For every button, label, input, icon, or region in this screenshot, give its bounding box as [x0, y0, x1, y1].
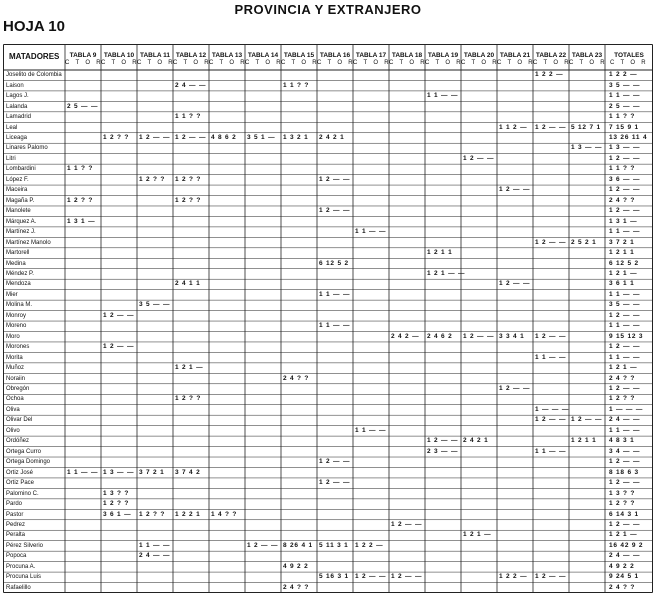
column-header: TABLA 19 — [427, 52, 459, 59]
matador-name: Joselito de Colombia — [6, 72, 62, 79]
column-header: TABLA 21 — [499, 52, 531, 59]
row-total: 2 4 ? ? — [609, 196, 636, 204]
table-cell: 1 2 — — — [535, 123, 567, 131]
matador-name: Obregón — [6, 386, 30, 393]
matador-name: Ochoa — [6, 396, 24, 403]
row-total: 3 5 — — — [609, 301, 641, 309]
table-cell: 1 2 ? ? — [103, 133, 130, 141]
matador-name: Lamadrid — [6, 114, 32, 121]
column-header: TABLA 12 — [175, 52, 207, 59]
column-header: TABLA 18 — [391, 52, 423, 59]
table-cell: 1 2 — — — [463, 154, 495, 162]
table-cell: 1 1 — — — [535, 353, 567, 361]
column-header: TABLA 15 — [283, 52, 315, 59]
column-header: TABLA 13 — [211, 52, 243, 59]
matador-name: Moreno — [6, 323, 27, 330]
row-total: 1 3 — — — [609, 144, 641, 152]
row-total: 1 2 1 — — [609, 531, 638, 539]
table-cell: 1 2 ? ? — [67, 196, 94, 204]
row-total: 1 2 1 — — [609, 364, 638, 372]
row-total: 2 4 — — — [609, 416, 641, 424]
table-cell: 1 2 — — — [535, 332, 567, 340]
column-subheader: C T O R — [281, 60, 319, 66]
row-total: 1 — — — — [609, 405, 644, 413]
row-total: 1 1 ? ? — [609, 113, 636, 121]
row-total: 1 2 1 1 — [609, 249, 635, 257]
matador-name: Medina — [6, 260, 26, 267]
matador-name: Ortega Curro — [6, 448, 42, 455]
matador-name: Oliva — [6, 406, 20, 413]
table-cell: 2 5 — — — [67, 102, 99, 110]
table-cell: 2 4 — — — [139, 552, 171, 560]
table-cell: 4 8 6 2 — [211, 133, 237, 141]
row-total: 3 5 — — — [609, 81, 641, 89]
table-cell: 1 2 — — — [535, 238, 567, 246]
table-cell: 1 2 ? ? — [139, 510, 166, 518]
matador-name: Procuna Luis — [6, 574, 42, 581]
column-subheader: C T O R — [497, 60, 535, 66]
row-total: 6 12 5 2 — [609, 259, 639, 267]
row-total: 1 2 — — — [609, 521, 641, 528]
matador-name: Palomino C. — [6, 490, 39, 497]
table-cell: 3 6 1 — — [103, 510, 132, 518]
row-total: 4 9 2 2 — [609, 562, 635, 570]
table-cell: 5 16 3 1 — [319, 573, 349, 581]
row-total: 2 4 ? ? — [609, 583, 636, 591]
row-total: 1 3 1 — — [609, 217, 638, 225]
matador-name: Mendoza — [6, 281, 31, 288]
column-header: TABLA 17 — [355, 52, 387, 59]
row-total: 1 2 — — — [609, 207, 641, 215]
table-cell: 1 3 — — — [103, 468, 135, 476]
row-total: 9 24 5 1 — [609, 573, 639, 581]
row-total: 1 2 — — — [609, 458, 641, 466]
table-cell: 3 7 2 1 — [139, 468, 165, 476]
matador-name: Martorell — [6, 250, 30, 257]
table-cell: 1 1 — — — [355, 426, 387, 434]
matador-name: Mier — [6, 291, 18, 298]
table-cell: 1 2 — — — [175, 133, 207, 141]
table-cell: 1 2 1 — — — [427, 269, 466, 277]
sheet-label: HOJA 10 — [3, 18, 65, 35]
row-total: 1 1 — — — [609, 426, 641, 434]
table-cell: 1 1 — — — [427, 92, 459, 100]
table-cell: 1 1 ? ? — [175, 113, 202, 121]
table-cell: 1 2 1 — — [175, 364, 204, 372]
matador-name: Peralta — [6, 532, 26, 539]
row-total: 6 14 3 1 — [609, 510, 639, 518]
table-cell: 1 2 ? ? — [175, 395, 202, 403]
column-subheader: C T O R — [461, 60, 499, 66]
matador-name: Noraiin — [6, 375, 26, 382]
table-cell: 1 2 — — — [103, 343, 135, 351]
table-cell: 1 2 1 1 — [571, 437, 597, 445]
column-header: TABLA 23 — [571, 52, 603, 59]
table-cell: 1 2 2 — — [499, 573, 528, 581]
table-cell: 1 2 — — — [247, 541, 279, 549]
table-cell: 5 11 3 1 — [319, 541, 349, 549]
page-title: PROVINCIA Y EXTRANJERO — [234, 2, 422, 17]
table-cell: 1 2 — — — [463, 332, 495, 340]
table-cell: 3 3 4 1 — [499, 332, 525, 340]
row-total: 2 4 — — — [609, 552, 641, 560]
matador-name: Pérez Silverio — [6, 542, 44, 549]
row-total: 13 26 11 4 — [609, 133, 648, 141]
row-total: 1 2 2 — — [609, 71, 638, 79]
column-subheader: C T O R — [65, 60, 103, 66]
table-cell: 1 1 — — — [319, 290, 351, 298]
matador-name: Ortiz Pace — [6, 480, 35, 487]
row-total: 1 2 ? ? — [609, 395, 636, 403]
table-cell: 1 — — — — [535, 405, 570, 413]
table-cell: 2 4 2 1 — [463, 437, 489, 445]
table-cell: 1 2 — — — [535, 416, 567, 424]
table-cell: 1 2 1 1 — [427, 249, 453, 257]
column-header: TABLA 11 — [140, 52, 170, 59]
matador-name: Martínez Manolo — [6, 239, 51, 246]
table-cell: 1 2 ? ? — [175, 196, 202, 204]
table-cell: 1 2 — — — [499, 280, 531, 288]
table-cell: 1 2 2 — — [355, 541, 384, 549]
table-cell: 1 2 — — — [571, 416, 603, 424]
table-cell: 1 2 ? ? — [139, 175, 166, 183]
table-cell: 1 1 — — — [139, 541, 171, 549]
table-cell: 1 2 — — — [391, 573, 423, 581]
table-cell: 1 2 — — — [103, 311, 135, 319]
column-subheader: C T O R — [569, 60, 607, 66]
matador-name: Pardo — [6, 501, 23, 508]
table-cell: 1 1 — — — [535, 447, 567, 455]
matador-name: Morones — [6, 344, 30, 351]
table-cell: 1 2 — — — [535, 573, 567, 581]
matador-name: Monroy — [6, 312, 27, 319]
row-total: 1 2 — — — [609, 343, 641, 351]
table-cell: 1 2 — — — [355, 573, 387, 581]
matador-name: Molina M. — [6, 302, 33, 309]
row-total: 1 1 — — — [609, 322, 641, 330]
matador-name: Leal — [6, 124, 18, 131]
table-cell: 1 2 — — — [427, 437, 459, 445]
table-cell: 1 2 ? ? — [103, 500, 130, 508]
row-total: 3 4 — — — [609, 447, 641, 455]
table-cell: 2 4 — — — [175, 81, 207, 89]
row-total: 4 8 3 1 — [609, 437, 635, 445]
table-cell: 1 2 2 — — [535, 71, 564, 79]
row-total: 1 1 — — — [609, 353, 641, 361]
table-cell: 8 26 4 1 — [283, 541, 313, 549]
table-cell: 2 4 2 — — [391, 332, 420, 340]
matador-name: Moro — [6, 333, 20, 340]
matador-name: Manolete — [6, 208, 31, 215]
table-cell: 2 4 ? ? — [283, 374, 310, 382]
matador-name: Popoca — [6, 553, 27, 560]
matador-name: Litri — [6, 155, 16, 162]
column-header: TABLA 14 — [247, 52, 279, 59]
row-total: 1 2 — — — [609, 311, 641, 319]
row-total: 1 2 — — — [609, 186, 641, 194]
table-cell: 1 3 1 — — [67, 217, 96, 225]
column-header: TABLA 10 — [103, 52, 135, 59]
matador-name: Ordóñez — [6, 438, 30, 445]
table-cell: 3 7 4 2 — [175, 468, 201, 476]
column-subheader: C T O R — [389, 60, 427, 66]
row-total: 1 2 — — — [609, 385, 641, 393]
table-cell: 1 1 ? ? — [283, 81, 310, 89]
matador-name: Lagos J. — [6, 93, 29, 100]
matador-name: Méndez P. — [6, 270, 34, 277]
matador-name: Ortiz José — [6, 469, 34, 476]
table-cell: 1 3 ? ? — [103, 489, 130, 497]
column-subheader: C T O R — [173, 60, 211, 66]
table-cell: 1 2 — — — [499, 385, 531, 393]
matador-name: Linares Palomo — [6, 145, 48, 152]
table-cell: 1 1 — — — [319, 322, 351, 330]
matador-name: Magaña P. — [6, 197, 35, 204]
column-subheader: C T O R — [245, 60, 283, 66]
matador-name: Liceaga — [6, 134, 28, 141]
matador-name: Pastor — [6, 511, 24, 518]
table-cell: 2 4 6 2 — [427, 332, 453, 340]
row-total: 9 15 12 3 — [609, 332, 644, 340]
matador-name: Rafaelillo — [6, 584, 31, 591]
table-cell: 1 2 ? ? — [175, 175, 202, 183]
table-cell: 2 4 ? ? — [283, 583, 310, 591]
column-subheader: C T O R — [209, 60, 247, 66]
table-cell: 1 3 2 1 — [283, 133, 309, 141]
table-cell: 1 1 2 — — [499, 123, 528, 131]
column-header: TABLA 22 — [535, 52, 567, 59]
matador-name: Procuna A. — [6, 563, 36, 570]
table-cell: 1 2 1 — — [463, 531, 492, 539]
table-cell: 1 2 — — — [499, 186, 531, 194]
column-subheader: C T O R — [353, 60, 391, 66]
matador-name: Ortega Domingo — [6, 459, 51, 466]
matador-name: Pedrez — [6, 522, 26, 528]
matadores-header: MATADORES — [9, 52, 60, 61]
row-total: 1 1 ? ? — [609, 165, 636, 173]
table-cell: 1 1 — — — [355, 228, 387, 236]
row-total: 7 15 9 1 — [609, 123, 639, 131]
table-cell: 2 5 2 1 — [571, 238, 597, 246]
matador-name: Maceira — [6, 187, 28, 194]
table-cell: 1 2 — — — [139, 133, 171, 141]
row-total: 1 2 — — — [609, 154, 641, 162]
table-cell: 3 5 1 — — [247, 133, 276, 141]
matador-name: Olivar Del — [6, 417, 33, 424]
table-cell: 1 3 — — — [571, 144, 603, 152]
table-cell: 1 2 2 1 — [175, 510, 201, 518]
row-total: 3 6 1 1 — [609, 280, 635, 288]
matador-name: López F. — [6, 176, 29, 183]
results-table — [3, 44, 653, 593]
table-cell: 1 2 — — — [319, 479, 351, 487]
row-total: 1 2 — — — [609, 479, 641, 487]
matador-name: Muñoz — [6, 365, 25, 372]
table-cell: 2 3 — — — [427, 447, 459, 455]
column-subheader: C T O R — [425, 60, 463, 66]
matador-name: Olivo — [6, 427, 20, 434]
row-total: 1 3 ? ? — [609, 489, 636, 497]
table-cell: 2 4 1 1 — [175, 280, 201, 288]
table-cell: 1 2 — — — [319, 175, 351, 183]
table-cell: 1 2 — — — [319, 207, 351, 215]
row-total: 3 7 2 1 — [609, 238, 635, 246]
matador-name: Lalanda — [6, 103, 28, 110]
matador-name: Morita — [6, 354, 23, 361]
column-subheader: C T O R — [533, 60, 571, 66]
column-subheader: C T O R — [317, 60, 355, 66]
table-cell: 1 2 — — — [391, 521, 423, 528]
table-cell: 1 1 ? ? — [67, 165, 94, 173]
matador-name: Laison — [6, 82, 24, 89]
row-total: 1 2 1 — — [609, 269, 638, 277]
row-total: 1 1 — — — [609, 92, 641, 100]
row-total: 3 6 — — — [609, 175, 641, 183]
table-cell: 2 4 2 1 — [319, 133, 345, 141]
column-header: TABLA 9 — [69, 52, 97, 59]
row-total: 16 42 9 2 — [609, 541, 644, 549]
row-total: 8 18 6 3 — [609, 468, 639, 476]
row-total: 1 1 — — — [609, 228, 641, 236]
table-cell: 3 5 — — — [139, 301, 171, 309]
row-total: 2 5 — — — [609, 102, 641, 110]
row-total: 1 2 ? ? — [609, 500, 636, 508]
column-header: TABLA 16 — [319, 52, 351, 59]
row-total: 2 4 ? ? — [609, 374, 636, 382]
table-cell: 4 9 2 2 — [283, 562, 309, 570]
matador-name: Márquez A. — [6, 218, 37, 225]
matador-name: Lombardini — [6, 166, 36, 173]
totales-header: TOTALES — [614, 52, 644, 59]
table-cell: 5 12 7 1 — [571, 123, 601, 131]
column-header: TABLA 20 — [463, 52, 495, 59]
column-subheader: C T O R — [137, 60, 175, 66]
table-cell: 1 4 ? ? — [211, 510, 238, 518]
row-total: 1 1 — — — [609, 290, 641, 298]
table-cell: 1 2 — — — [319, 458, 351, 466]
column-subheader: C T O R — [101, 60, 139, 66]
matador-name: Martínez J. — [6, 229, 36, 236]
table-cell: 1 1 — — — [67, 468, 99, 476]
table-cell: 6 12 5 2 — [319, 259, 349, 267]
totales-subheader: C T O R — [610, 60, 648, 66]
